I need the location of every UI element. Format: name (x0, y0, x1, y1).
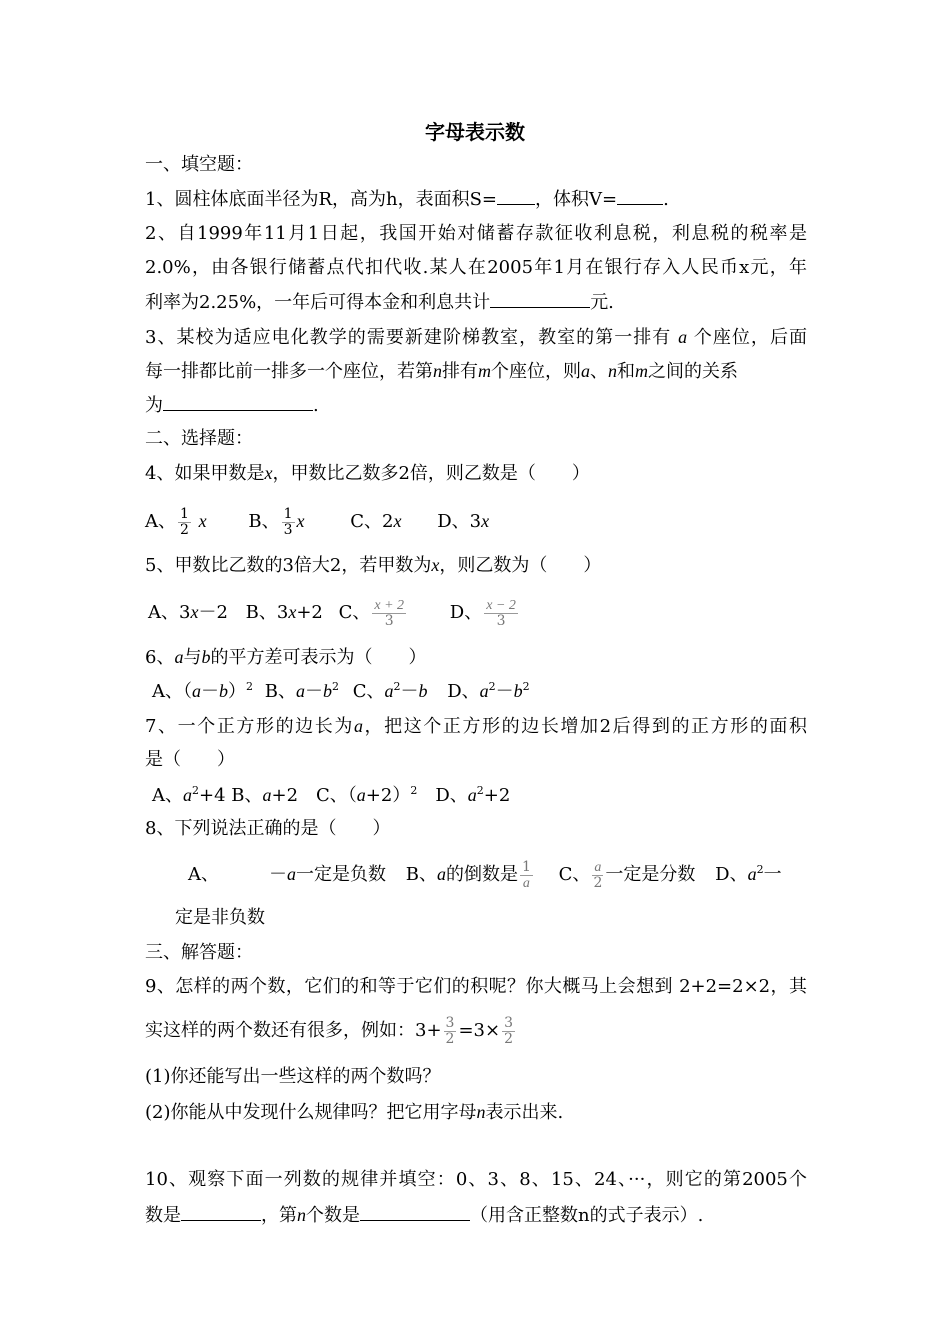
text: A、 (152, 785, 183, 806)
answer-blank[interactable] (360, 1202, 470, 1221)
option-a[interactable] (188, 864, 386, 885)
text: a (356, 785, 366, 805)
text: x (296, 511, 305, 531)
text: 2 (593, 874, 603, 891)
text: x (190, 602, 199, 622)
text: a (353, 716, 363, 736)
text: x (481, 511, 490, 531)
answer-blank[interactable] (181, 1202, 261, 1221)
var: a (581, 361, 590, 381)
fraction (444, 1016, 457, 1047)
question-2-line3 (145, 289, 807, 315)
question-2-line1: 2、自1999年11月1日起，我国开始对储蓄存款征收利息税，利息税的税率是 (145, 223, 807, 244)
question-3-line1 (145, 324, 807, 350)
question-5-options (148, 594, 810, 630)
fraction (520, 860, 533, 891)
text: 2 (522, 680, 530, 693)
text: ） (228, 681, 246, 702)
answer-blank[interactable] (163, 392, 313, 411)
text: 2 (488, 680, 496, 693)
q1-text: ，体积V= (535, 189, 618, 210)
text: +2 (296, 602, 323, 623)
var: n (433, 361, 442, 381)
question-8: 8、下列说法正确的是（ ） (145, 818, 391, 839)
q3-text: . (313, 395, 319, 416)
question-7-line2: 是（ ） (145, 749, 235, 770)
text: ，第 (261, 1205, 297, 1226)
q4-text: 4、如果甲数是 (145, 463, 265, 484)
q3-text: 、 (590, 361, 608, 382)
text: a (479, 681, 489, 701)
text: 2 (246, 680, 253, 693)
option-d[interactable] (715, 864, 781, 885)
q4-text: ，甲数比乙数多2倍，则乙数是（ ） (272, 463, 590, 484)
text: 2 (476, 784, 484, 797)
text: 2 (504, 1030, 514, 1047)
answer-blank[interactable] (617, 186, 663, 205)
fraction (484, 598, 518, 629)
text: 2 (393, 680, 401, 693)
q3-text: 每一排都比前一排多一个座位，若第 (145, 361, 433, 382)
option-b[interactable] (405, 858, 535, 891)
text: n (476, 1102, 486, 1122)
var: m (635, 361, 648, 381)
text: a (522, 875, 530, 891)
option-c[interactable] (350, 511, 401, 532)
option-a[interactable] (148, 602, 228, 623)
text: n (297, 1205, 306, 1225)
option-c[interactable] (338, 597, 408, 629)
text: +2 (483, 785, 511, 806)
var: x (264, 463, 273, 483)
text: a (467, 785, 477, 805)
text: x (288, 602, 297, 622)
text: － (269, 864, 287, 885)
text: 1 (180, 505, 189, 522)
text: 1 (521, 858, 531, 875)
question-3-line2 (145, 358, 807, 384)
text: x + 2 (374, 597, 405, 613)
text: B、 (264, 681, 296, 702)
text: A、 (188, 864, 219, 885)
fraction (592, 860, 603, 891)
text: 2 (180, 521, 189, 538)
q3-text: 和 (617, 361, 635, 382)
text: B、 (248, 511, 280, 532)
text: 2 (756, 863, 764, 876)
text: 实这样的两个数还有很多，例如：3+ (145, 1020, 442, 1041)
q3-text: 个座位，则 (491, 361, 581, 382)
option-d[interactable] (449, 597, 520, 629)
text: a (183, 785, 192, 805)
text: 的倒数是 (445, 864, 518, 885)
text: 个数是 (306, 1205, 360, 1226)
text: A、（ (152, 681, 192, 702)
fraction (178, 507, 191, 538)
question-7-options[interactable] (152, 782, 814, 808)
q1-text: 1、圆柱体底面半径为R，高为h，表面积S= (145, 189, 498, 210)
text: a (594, 859, 602, 875)
q1-text: . (663, 189, 669, 210)
question-10-line2 (145, 1202, 807, 1228)
text: A、3 (148, 602, 191, 623)
answer-blank[interactable] (490, 289, 590, 308)
text: 3 (496, 612, 506, 629)
text: b (322, 681, 332, 701)
question-6-options (152, 678, 814, 704)
text: x (198, 511, 207, 531)
question-9-part2 (145, 1099, 807, 1125)
q3-text: 3、某校为适应电化教学的需要新建阶梯教室，教室的第一排有 (145, 327, 672, 348)
text: 的平方差可表示为（ ） (210, 647, 427, 668)
text: 3 (283, 521, 293, 538)
question-8-options (188, 856, 808, 892)
text: 表示出来. (485, 1102, 564, 1123)
text: －2 (198, 602, 228, 623)
text: D、 (447, 681, 480, 702)
q3-text: 为 (145, 395, 163, 416)
text: a (436, 864, 446, 884)
question-7-line1 (145, 713, 807, 739)
text: － (304, 681, 323, 702)
text: （用含正整数n的式子表示）. (470, 1205, 704, 1226)
text: 7、一个正方形的边长为 (145, 716, 354, 737)
text: 2 (410, 784, 418, 797)
question-9-line2 (145, 1011, 807, 1051)
option-b[interactable] (265, 681, 339, 702)
q3-text: 之间的关系 (648, 361, 738, 382)
text: 与 (183, 647, 202, 668)
option-c[interactable] (353, 681, 428, 702)
section-heading-answer: 三、解答题： (145, 942, 253, 963)
text: 一定是负数 (296, 864, 386, 885)
text: =3× (458, 1020, 501, 1041)
text: D、 (417, 785, 468, 806)
text: b (513, 681, 523, 701)
question-9-line1: 9、怎样的两个数，它们的和等于它们的积呢？你大概马上会想到 2+2=2×2，其 (145, 976, 807, 997)
option-b[interactable] (246, 602, 323, 623)
question-1 (145, 186, 807, 212)
fraction (372, 598, 406, 629)
text: 2 (331, 680, 339, 693)
answer-blank[interactable] (497, 186, 535, 205)
option-d[interactable] (447, 681, 529, 702)
section-heading-choice: 二、选择题： (145, 428, 253, 449)
q5-text: ，则乙数为（ ） (439, 555, 602, 576)
text: C、 (352, 681, 385, 702)
text: a (384, 681, 394, 701)
q3-text: 排有 (442, 361, 478, 382)
question-4 (145, 460, 807, 486)
text: a (192, 681, 201, 701)
var: x (431, 555, 440, 575)
text: 一 (763, 864, 782, 885)
text: a (262, 785, 272, 805)
question-3-line3 (145, 392, 807, 418)
q3-text: 个座位，后面 (693, 327, 807, 348)
text: 2 (192, 784, 199, 797)
text: D、 (715, 864, 748, 885)
var: m (478, 361, 491, 381)
text: x (393, 511, 402, 531)
question-8-line2: 定是非负数 (175, 907, 265, 928)
text: a (287, 864, 296, 884)
text: b (201, 647, 211, 667)
text: 3 (504, 1014, 514, 1031)
page-title: 字母表示数 (425, 120, 525, 144)
text: 数是 (145, 1205, 181, 1226)
question-4-options (145, 504, 807, 538)
text: 3 (384, 612, 394, 629)
question-5 (145, 552, 807, 578)
text: a (174, 647, 184, 667)
question-6 (145, 644, 807, 670)
option-b[interactable] (248, 505, 305, 538)
q5-text: 5、甲数比乙数的3倍大2，若甲数为 (145, 555, 432, 576)
text: a (747, 864, 757, 884)
option-c[interactable] (558, 859, 696, 891)
text: C、2 (350, 511, 394, 532)
text: +2） (365, 785, 411, 806)
option-a[interactable] (145, 505, 207, 538)
text: ，把这个正方形的边长增加2后得到的正方形的面积 (362, 716, 807, 737)
text: a (295, 681, 305, 701)
text: (2)你能从中发现什么规律吗？把它用字母 (145, 1102, 477, 1123)
var: a (678, 327, 688, 347)
fraction (502, 1016, 515, 1047)
text: 3 (445, 1014, 455, 1031)
text: +4 B、 (199, 785, 263, 806)
fraction (282, 507, 295, 538)
text: － (495, 681, 514, 702)
section-heading-fill-blank: 一、填空题： (145, 154, 253, 175)
text: C、 (558, 864, 591, 885)
text: B、 (405, 864, 437, 885)
question-10-line1: 10、观察下面一列数的规律并填空：0、3、8、15、24、···，则它的第2005个 (145, 1169, 807, 1190)
text: 6、 (145, 647, 175, 668)
text: x − 2 (486, 597, 516, 613)
question-9-part1: (1)你还能写出一些这样的两个数吗？ (145, 1066, 441, 1087)
q2-text: 利率为2.25%，一年后可得本金和利息共计 (145, 292, 491, 313)
text: － (201, 681, 219, 702)
text: A、 (145, 511, 176, 532)
text: b (219, 681, 228, 701)
option-d[interactable] (437, 511, 489, 532)
text: 1 (283, 505, 293, 522)
text: D、 (449, 602, 483, 623)
text: C、 (338, 602, 371, 623)
option-a[interactable] (152, 681, 253, 702)
question-2-line2: 2.0%，由各银行储蓄点代扣代收.某人在2005年1月在银行存入人民币x元，年 (145, 257, 807, 278)
text: 2 (445, 1030, 455, 1047)
text: +2 C、（ (271, 785, 357, 806)
var: n (608, 361, 617, 381)
q2-text: 元. (590, 292, 614, 313)
text: D、3 (437, 511, 482, 532)
text: 一定是分数 (605, 864, 696, 885)
text: b (418, 681, 428, 701)
text: B、3 (245, 602, 289, 623)
text: － (400, 681, 419, 702)
